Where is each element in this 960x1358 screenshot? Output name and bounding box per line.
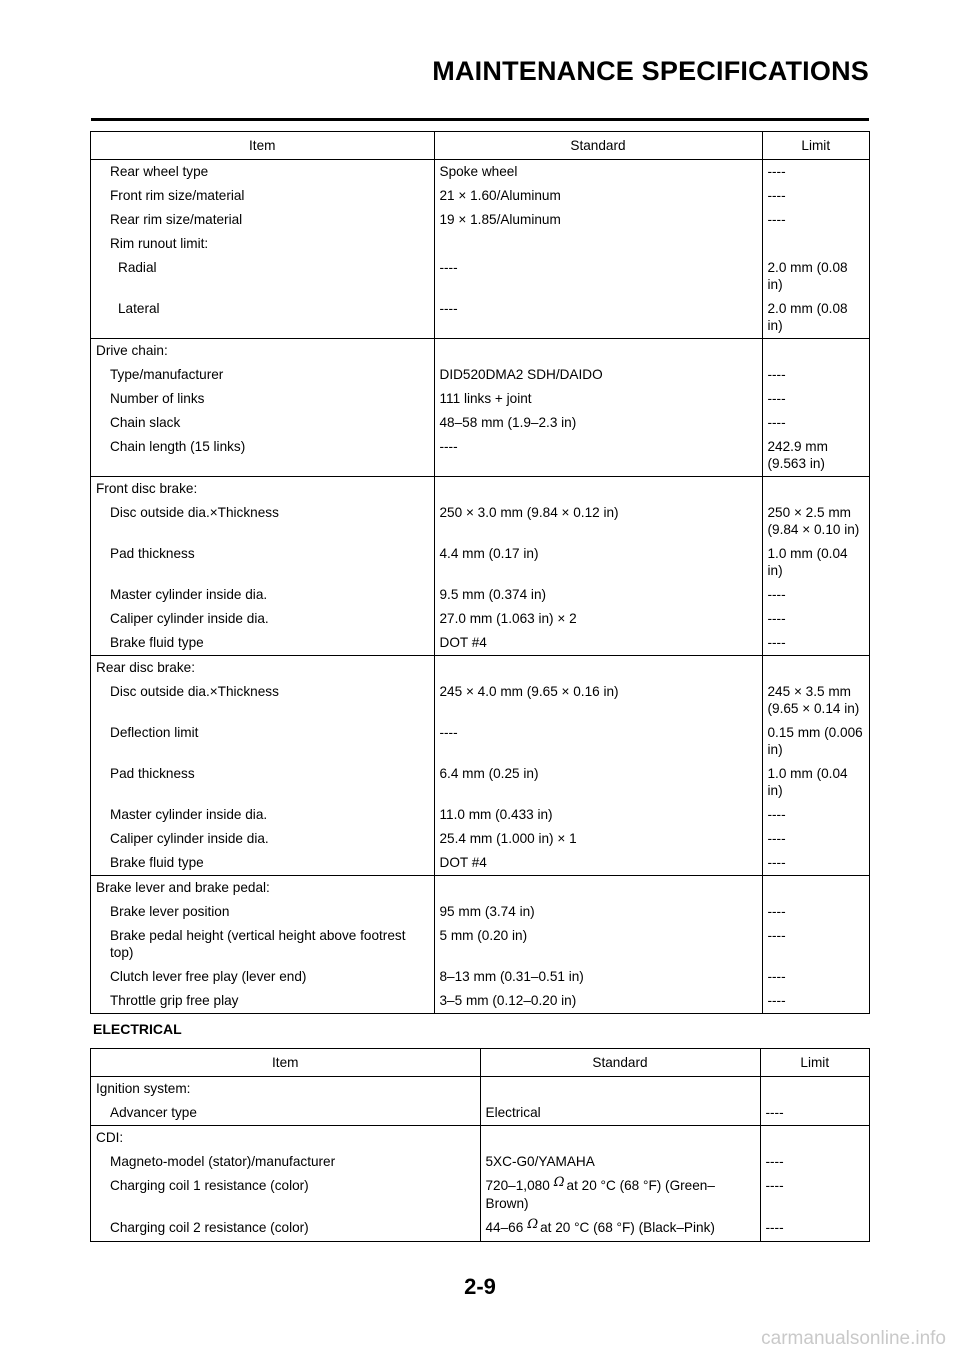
value-condition: at 20 °C (68 °F) (Green–Brown) xyxy=(485,1178,715,1211)
table-group-row xyxy=(91,477,869,502)
cell-standard: DOT #4 xyxy=(434,631,762,656)
cell-item: Master cylinder inside dia. xyxy=(110,587,268,602)
spec-table-electrical xyxy=(91,1049,869,1241)
cell-standard: DOT #4 xyxy=(434,851,762,876)
table-row xyxy=(91,803,869,827)
cell-limit xyxy=(760,1126,869,1151)
cell-item: Front rim size/material xyxy=(110,188,245,203)
cell-item: Rear rim size/material xyxy=(110,212,243,227)
cell-standard: ---- xyxy=(434,435,762,477)
table-row xyxy=(91,160,869,185)
header-limit: Limit xyxy=(762,132,869,160)
cell-limit: ---- xyxy=(762,989,869,1013)
cell-standard: 5XC-G0/YAMAHA xyxy=(480,1150,760,1174)
cell-limit: ---- xyxy=(762,583,869,607)
cell-standard: 48–58 mm (1.9–2.3 in) xyxy=(434,411,762,435)
cell-item: Chain length (15 links) xyxy=(110,439,246,454)
cell-standard: 5 mm (0.20 in) xyxy=(434,924,762,965)
table-row xyxy=(91,965,869,989)
cell-group-title: Brake lever and brake pedal: xyxy=(91,876,434,901)
title-divider xyxy=(91,118,869,121)
cell-standard: 8–13 mm (0.31–0.51 in) xyxy=(434,965,762,989)
table-header-row xyxy=(91,1049,869,1077)
table-row xyxy=(91,184,869,208)
value-range: 44–66 xyxy=(485,1220,524,1235)
cell-limit: ---- xyxy=(760,1216,869,1241)
cell-item: Brake fluid type xyxy=(110,635,204,650)
table-row xyxy=(91,501,869,542)
cell-item: Radial xyxy=(118,260,157,275)
cell-limit: ---- xyxy=(762,631,869,656)
table-row xyxy=(91,411,869,435)
cell-limit: ---- xyxy=(762,924,869,965)
cell-item: Disc outside dia.×Thickness xyxy=(110,684,279,699)
table-row xyxy=(91,387,869,411)
table-row xyxy=(91,827,869,851)
cell-limit: 245 × 3.5 mm (9.65 × 0.14 in) xyxy=(762,680,869,721)
table-group-row xyxy=(91,339,869,364)
cell-item: Number of links xyxy=(110,391,205,406)
cell-limit xyxy=(760,1077,869,1102)
cell-limit xyxy=(762,339,869,364)
cell-item: Caliper cylinder inside dia. xyxy=(110,831,269,846)
cell-standard: 19 × 1.85/Aluminum xyxy=(434,208,762,232)
table-row xyxy=(91,631,869,656)
cell-limit: 1.0 mm (0.04 in) xyxy=(762,762,869,803)
header-standard: Standard xyxy=(434,132,762,160)
cell-limit: 250 × 2.5 mm (9.84 × 0.10 in) xyxy=(762,501,869,542)
cell-standard: 6.4 mm (0.25 in) xyxy=(434,762,762,803)
cell-standard xyxy=(480,1077,760,1102)
table-header-row xyxy=(91,132,869,160)
cell-item: Throttle grip free play xyxy=(110,993,239,1008)
table-row xyxy=(91,1174,869,1216)
cell-limit: 2.0 mm (0.08 in) xyxy=(762,256,869,297)
cell-item: Brake lever position xyxy=(110,904,230,919)
page-title: MAINTENANCE SPECIFICATIONS xyxy=(432,56,869,86)
cell-standard xyxy=(434,876,762,901)
spec-table-chassis xyxy=(91,132,869,1013)
table-row xyxy=(91,583,869,607)
cell-limit: 1.0 mm (0.04 in) xyxy=(762,542,869,583)
cell-group-title: Front disc brake: xyxy=(91,477,434,502)
cell-standard: Spoke wheel xyxy=(434,160,762,185)
cell-limit: 242.9 mm (9.563 in) xyxy=(762,435,869,477)
section-heading-electrical: ELECTRICAL xyxy=(93,1021,182,1037)
cell-standard: 3–5 mm (0.12–0.20 in) xyxy=(434,989,762,1013)
cell-item: Rim runout limit: xyxy=(110,236,209,251)
cell-standard: Electrical xyxy=(480,1101,760,1126)
table-row xyxy=(91,1150,869,1174)
header-standard: Standard xyxy=(480,1049,760,1077)
table-row xyxy=(91,208,869,232)
page-number: 2-9 xyxy=(464,1274,496,1299)
cell-item: Type/manufacturer xyxy=(110,367,224,382)
table-row xyxy=(91,721,869,762)
table-row xyxy=(91,900,869,924)
table-row xyxy=(91,851,869,876)
cell-item: Disc outside dia.×Thickness xyxy=(110,505,279,520)
cell-item: Advancer type xyxy=(110,1105,197,1120)
cell-standard: 4.4 mm (0.17 in) xyxy=(434,542,762,583)
table-row xyxy=(91,256,869,297)
table-row xyxy=(91,607,869,631)
cell-standard xyxy=(480,1126,760,1151)
table-row xyxy=(91,363,869,387)
cell-standard xyxy=(480,1174,760,1216)
table-group-row xyxy=(91,1126,869,1151)
value-range: 720–1,080 xyxy=(485,1178,550,1193)
cell-group-title: CDI: xyxy=(91,1126,480,1151)
cell-standard: 95 mm (3.74 in) xyxy=(434,900,762,924)
cell-group-title: Rear disc brake: xyxy=(91,656,434,681)
table-group-row xyxy=(91,876,869,901)
cell-item: Master cylinder inside dia. xyxy=(110,807,268,822)
cell-limit: ---- xyxy=(762,411,869,435)
cell-limit: 0.15 mm (0.006 in) xyxy=(762,721,869,762)
cell-item: Chain slack xyxy=(110,415,181,430)
cell-item: Magneto-model (stator)/manufacturer xyxy=(110,1154,336,1169)
cell-standard: ---- xyxy=(434,721,762,762)
table-row xyxy=(91,297,869,339)
cell-standard: ---- xyxy=(434,297,762,339)
ohm-symbol-icon: Ω xyxy=(553,1175,565,1190)
header-item: Item xyxy=(91,1049,480,1077)
header-item: Item xyxy=(91,132,434,160)
cell-item: Clutch lever free play (lever end) xyxy=(110,969,307,984)
table-row xyxy=(91,680,869,721)
cell-group-title: Ignition system: xyxy=(96,1081,191,1096)
watermark: carmanualsonline.info xyxy=(761,1328,946,1349)
cell-standard xyxy=(434,232,762,256)
cell-standard: 245 × 4.0 mm (9.65 × 0.16 in) xyxy=(434,680,762,721)
cell-item: Lateral xyxy=(118,301,160,316)
cell-limit xyxy=(762,232,869,256)
cell-limit: ---- xyxy=(762,208,869,232)
cell-standard: 25.4 mm (1.000 in) × 1 xyxy=(434,827,762,851)
cell-standard: DID520DMA2 SDH/DAIDO xyxy=(434,363,762,387)
cell-limit: ---- xyxy=(762,607,869,631)
cell-item: Caliper cylinder inside dia. xyxy=(110,611,269,626)
cell-item: Brake pedal height (vertical height above footrest top) xyxy=(110,928,406,960)
cell-standard: 27.0 mm (1.063 in) × 2 xyxy=(434,607,762,631)
cell-limit: 2.0 mm (0.08 in) xyxy=(762,297,869,339)
table-row xyxy=(91,542,869,583)
cell-limit: ---- xyxy=(762,387,869,411)
cell-standard xyxy=(434,477,762,502)
cell-standard: 111 links + joint xyxy=(434,387,762,411)
cell-limit: ---- xyxy=(762,160,869,185)
cell-item: Pad thickness xyxy=(110,546,195,561)
cell-limit: ---- xyxy=(762,900,869,924)
cell-standard: ---- xyxy=(434,256,762,297)
cell-limit xyxy=(762,656,869,681)
table-row xyxy=(91,762,869,803)
cell-standard: 21 × 1.60/Aluminum xyxy=(434,184,762,208)
cell-item: Charging coil 1 resistance (color) xyxy=(110,1178,309,1193)
cell-limit: ---- xyxy=(760,1174,869,1216)
table-row xyxy=(91,232,869,256)
cell-group-title: Drive chain: xyxy=(91,339,434,364)
cell-limit: ---- xyxy=(762,965,869,989)
cell-limit: ---- xyxy=(760,1101,869,1126)
cell-item: Pad thickness xyxy=(110,766,195,781)
value-condition: at 20 °C (68 °F) (Black–Pink) xyxy=(540,1220,715,1235)
table-group-row xyxy=(91,656,869,681)
cell-limit: ---- xyxy=(762,851,869,876)
cell-standard xyxy=(434,656,762,681)
cell-item: Deflection limit xyxy=(110,725,199,740)
table-group-row xyxy=(91,1077,869,1102)
cell-limit: ---- xyxy=(762,363,869,387)
cell-limit: ---- xyxy=(760,1150,869,1174)
cell-item: Charging coil 2 resistance (color) xyxy=(110,1220,309,1235)
cell-standard xyxy=(480,1216,760,1241)
cell-limit: ---- xyxy=(762,827,869,851)
cell-item: Brake fluid type xyxy=(110,855,204,870)
cell-item: Rear wheel type xyxy=(110,164,209,179)
cell-limit: ---- xyxy=(762,803,869,827)
table-row xyxy=(91,435,869,477)
table-row xyxy=(91,1216,869,1241)
table-row xyxy=(91,1101,869,1126)
table-row xyxy=(91,924,869,965)
table-row xyxy=(91,989,869,1013)
cell-standard: 9.5 mm (0.374 in) xyxy=(434,583,762,607)
ohm-symbol-icon: Ω xyxy=(527,1217,539,1232)
header-limit: Limit xyxy=(760,1049,869,1077)
cell-limit: ---- xyxy=(762,184,869,208)
cell-standard xyxy=(434,339,762,364)
cell-limit xyxy=(762,876,869,901)
cell-limit xyxy=(762,477,869,502)
cell-standard: 250 × 3.0 mm (9.84 × 0.12 in) xyxy=(434,501,762,542)
cell-standard: 11.0 mm (0.433 in) xyxy=(434,803,762,827)
